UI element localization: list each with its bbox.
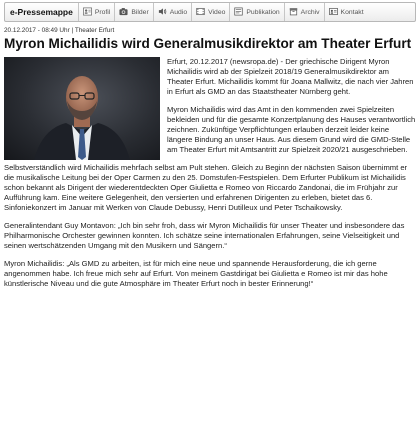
tab-kontakt[interactable] — [324, 3, 415, 21]
article-title: Myron Michailidis wird Generalmusikdirektor am Theater Erfurt — [4, 36, 412, 51]
camera-icon — [119, 7, 128, 18]
tab-publikation-label: Publikation — [246, 8, 280, 16]
article-body — [4, 57, 416, 289]
page — [4, 2, 416, 289]
tab-kontakt-label: Kontakt — [340, 8, 364, 16]
tab-audio-label: Audio — [169, 8, 188, 16]
tab-publikation[interactable] — [229, 3, 283, 21]
article-meta: 20.12.2017 - 08:49 Uhr | Theater Erfurt — [4, 27, 115, 34]
article-paragraph: Myron Michailidis wird das Amt in den kommenden zwei Spielzeiten bekleiden und für die gesamte Konzertplanung des Hauses verantwortlich zeichnen. Zukünftige Verpflichtungen erlauben derzeit leider keine längere Bindung an unser Haus. Aus diesem Grund wird die GMD-Stelle am Theater Erfurt mit Amtsantritt zur Spielzeit 2020/21 ausgeschrieben. — [167, 105, 416, 154]
tab-bilder[interactable] — [114, 3, 152, 21]
toolbar — [4, 2, 416, 22]
tab-video-label: Video — [208, 8, 226, 16]
article-paragraph: Selbstverständlich wird Michailidis mehrfach selbst am Pult stehen. Gleich zu Beginn der nächsten Saison übernimmt er die musikalische Leitung bei der Oper Carmen zu den 25. Domstufen-Festspielen. Dem Erfurter Publikum ist Michailidis schon bekannt als Dirigent der wiederentdeckten Oper Giulietta e Romeo von Riccardo Zandonai, die im Frühjahr zur Aufführung kam. Eine weitere Gelegenheit, den versierten und erfahrenen Dirigenten zu erleben, bietet das 6. Sinfoniekonzert im Januar mit Werken von Claude Debussy, Henri Dutilleux und Peter Tschaikowsky. — [4, 163, 408, 212]
article-paragraph: Myron Michailidis: „Als GMD zu arbeiten, ist für mich eine neue und spannende Herausforderung, die ich gerne angenommen habe. Ich freue mich sehr auf Erfurt. Von meinem Gastdirigat bei Giulietta e Romeo ist mir das hohe künstlerische Niveau und die gute Atmosphäre im Theater Erfurt noch in bester Erinnerung!“ — [4, 259, 388, 288]
contact-icon — [329, 7, 338, 18]
tab-profil[interactable] — [78, 3, 115, 21]
video-icon — [196, 7, 205, 18]
portrait-photo — [4, 57, 160, 160]
article-paragraph: Generalintendant Guy Montavon: „Ich bin sehr froh, dass wir Myron Michailidis für unser Theater und insbesondere das Philharmonische Orchester gewinnen konnten. Ich schätze seine internationalen Erfahrungen, seine Vielseitigkeit und seinen wertschätzenden Umgang mit den Musikern und Sängern.“ — [4, 221, 405, 250]
tab-profil-label: Profil — [94, 8, 111, 16]
speaker-icon — [158, 7, 167, 18]
article-paragraph: Erfurt, 20.12.2017 (newsropa.de) - Der griechische Dirigent Myron Michailidis wird ab der Spielzeit 2018/19 Generalmusikdirektor am Theater Erfurt. Michailidis kommt für Joana Mallwitz, die nach vier Jahren in Erfurt als GMD an das Staatstheater Nürnberg geht. — [167, 57, 414, 96]
tab-video[interactable] — [191, 3, 229, 21]
tab-audio[interactable] — [153, 3, 191, 21]
archive-icon — [289, 7, 298, 18]
publication-icon — [234, 7, 243, 18]
tab-archiv[interactable] — [284, 3, 324, 21]
tab-bilder-label: Bilder — [131, 8, 149, 16]
profile-icon — [83, 7, 92, 18]
brand-logo[interactable]: e-Pressemappe — [10, 7, 73, 17]
tab-archiv-label: Archiv — [300, 8, 320, 16]
